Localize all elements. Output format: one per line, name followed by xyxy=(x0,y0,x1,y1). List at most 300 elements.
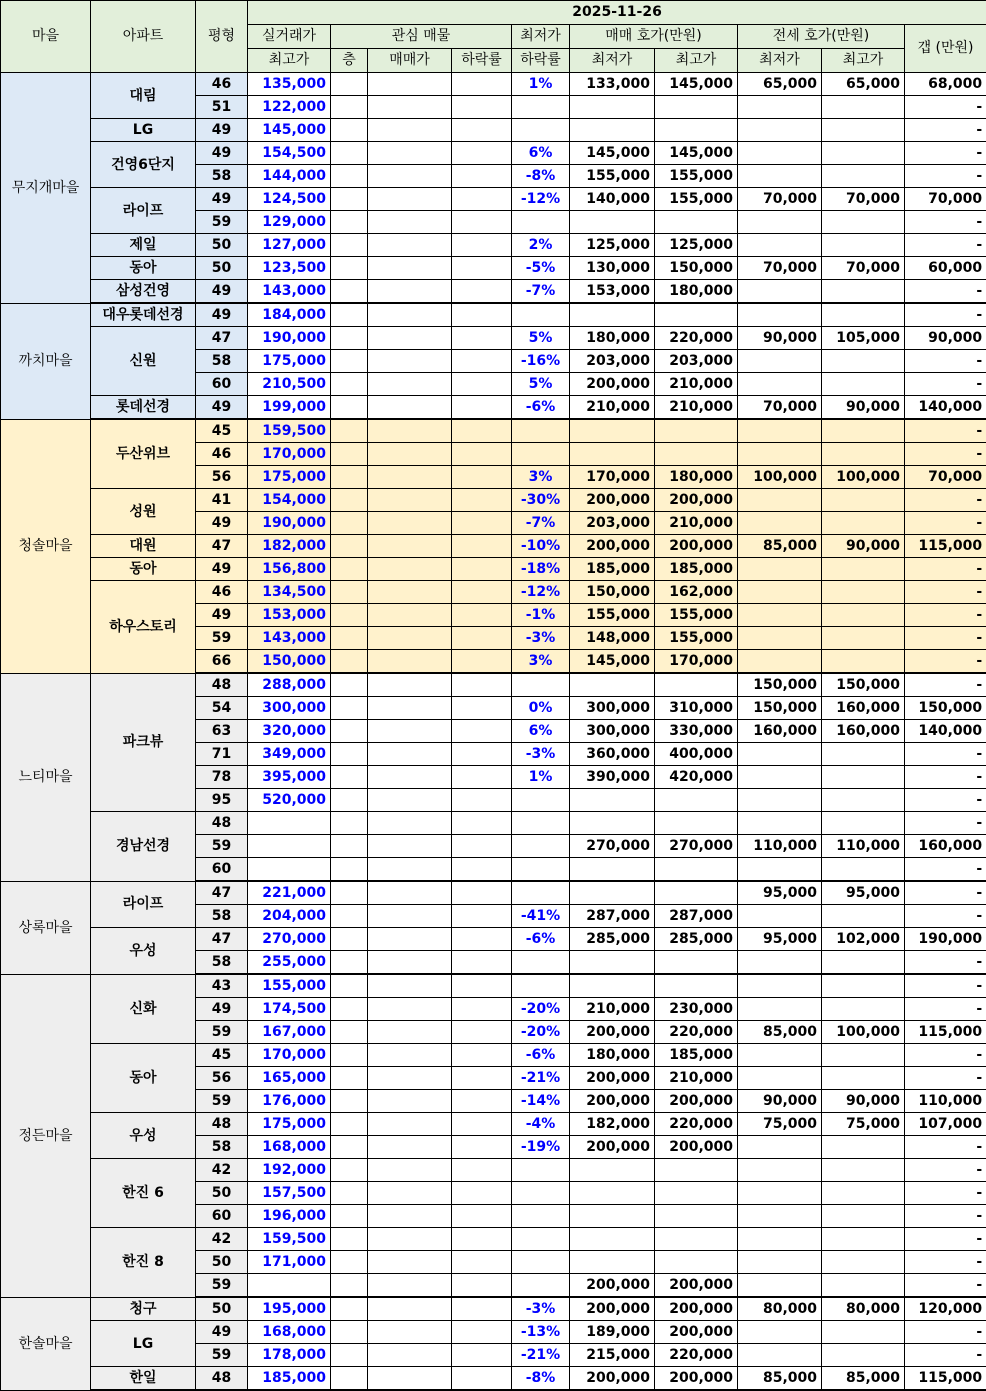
gap-cell: 70,000 xyxy=(905,466,986,489)
pyeong-cell: 48 xyxy=(196,1113,248,1136)
sale-min-cell xyxy=(570,1251,655,1274)
interest-price-cell xyxy=(368,512,452,535)
col-apartment: 아파트 xyxy=(91,1,196,73)
actual-deal-cell: 127,000 xyxy=(248,234,331,257)
interest-price-cell xyxy=(368,419,452,443)
col-pyeong: 평형 xyxy=(196,1,248,73)
gap-cell: - xyxy=(905,766,986,789)
interest-drop-cell xyxy=(452,881,512,905)
jeonse-max-cell xyxy=(822,1044,905,1067)
actual-deal-cell: 134,500 xyxy=(248,581,331,604)
sale-max-cell xyxy=(655,1205,738,1228)
table-row xyxy=(1,280,986,304)
actual-deal-cell: 255,000 xyxy=(248,951,331,975)
interest-price-cell xyxy=(368,1251,452,1274)
interest-drop-cell xyxy=(452,165,512,188)
village-cell: 까치마을 xyxy=(1,303,91,419)
drop-rate-cell: -8% xyxy=(512,165,570,188)
jeonse-min-cell xyxy=(738,1251,822,1274)
jeonse-max-cell xyxy=(822,303,905,327)
actual-deal-cell: 165,000 xyxy=(248,1067,331,1090)
interest-drop-cell xyxy=(452,558,512,581)
jeonse-min-cell xyxy=(738,142,822,165)
interest-price-cell xyxy=(368,373,452,396)
sale-max-cell: 145,000 xyxy=(655,73,738,96)
sale-max-cell: 155,000 xyxy=(655,165,738,188)
interest-floor-cell xyxy=(331,998,368,1021)
jeonse-max-cell: 160,000 xyxy=(822,697,905,720)
jeonse-min-cell xyxy=(738,96,822,119)
pyeong-cell: 42 xyxy=(196,1228,248,1251)
drop-rate-cell: -3% xyxy=(512,1297,570,1321)
gap-cell: - xyxy=(905,443,986,466)
jeonse-min-cell xyxy=(738,165,822,188)
jeonse-min-cell xyxy=(738,604,822,627)
actual-deal-cell: 175,000 xyxy=(248,466,331,489)
drop-rate-cell: -20% xyxy=(512,1021,570,1044)
jeonse-min-cell xyxy=(738,627,822,650)
interest-price-cell xyxy=(368,581,452,604)
table-row xyxy=(1,489,986,512)
interest-floor-cell xyxy=(331,905,368,928)
pyeong-cell: 50 xyxy=(196,1297,248,1321)
jeonse-max-cell xyxy=(822,743,905,766)
pyeong-cell: 54 xyxy=(196,697,248,720)
sale-min-cell: 148,000 xyxy=(570,627,655,650)
gap-cell: - xyxy=(905,1274,986,1298)
sale-min-cell xyxy=(570,812,655,835)
jeonse-max-cell xyxy=(822,1067,905,1090)
sale-max-cell: 210,000 xyxy=(655,512,738,535)
interest-price-cell xyxy=(368,466,452,489)
interest-floor-cell xyxy=(331,1367,368,1391)
gap-cell: - xyxy=(905,373,986,396)
sale-max-cell: 162,000 xyxy=(655,581,738,604)
village-cell: 정든마을 xyxy=(1,974,91,1297)
table-row xyxy=(1,1297,986,1321)
interest-drop-cell xyxy=(452,1321,512,1344)
date-header: 2025-11-26 xyxy=(248,1,986,25)
table-row xyxy=(1,1321,986,1344)
interest-floor-cell xyxy=(331,766,368,789)
drop-rate-cell: -4% xyxy=(512,1113,570,1136)
interest-price-cell xyxy=(368,720,452,743)
sale-max-cell xyxy=(655,881,738,905)
interest-floor-cell xyxy=(331,1021,368,1044)
pyeong-cell: 51 xyxy=(196,96,248,119)
sale-min-cell: 180,000 xyxy=(570,1044,655,1067)
gap-cell: - xyxy=(905,489,986,512)
interest-drop-cell xyxy=(452,73,512,96)
drop-rate-cell: -10% xyxy=(512,535,570,558)
drop-rate-cell: -5% xyxy=(512,257,570,280)
gap-cell: - xyxy=(905,1251,986,1274)
table-body xyxy=(1,73,986,1391)
interest-floor-cell xyxy=(331,697,368,720)
interest-floor-cell xyxy=(331,650,368,674)
pyeong-cell: 47 xyxy=(196,881,248,905)
interest-price-cell xyxy=(368,627,452,650)
jeonse-max-cell xyxy=(822,858,905,882)
col-jeonse-ask: 전세 호가(만원) xyxy=(738,25,905,49)
interest-floor-cell xyxy=(331,257,368,280)
gap-cell: - xyxy=(905,303,986,327)
jeonse-max-cell xyxy=(822,119,905,142)
col-low-drop: 하락률 xyxy=(512,49,570,73)
jeonse-max-cell xyxy=(822,650,905,674)
drop-rate-cell xyxy=(512,881,570,905)
interest-floor-cell xyxy=(331,142,368,165)
actual-deal-cell: 182,000 xyxy=(248,535,331,558)
gap-cell: - xyxy=(905,1321,986,1344)
interest-drop-cell xyxy=(452,1297,512,1321)
drop-rate-cell xyxy=(512,303,570,327)
actual-deal-cell: 123,500 xyxy=(248,257,331,280)
drop-rate-cell: 1% xyxy=(512,766,570,789)
jeonse-max-cell xyxy=(822,419,905,443)
sale-min-cell xyxy=(570,881,655,905)
interest-floor-cell xyxy=(331,1090,368,1113)
gap-cell: 115,000 xyxy=(905,1021,986,1044)
actual-deal-cell: 210,500 xyxy=(248,373,331,396)
jeonse-max-cell xyxy=(822,96,905,119)
gap-cell: - xyxy=(905,350,986,373)
jeonse-min-cell xyxy=(738,743,822,766)
gap-cell: - xyxy=(905,1182,986,1205)
jeonse-min-cell xyxy=(738,489,822,512)
jeonse-min-cell xyxy=(738,581,822,604)
drop-rate-cell: -3% xyxy=(512,743,570,766)
col-sale-min: 최저가 xyxy=(570,49,655,73)
actual-deal-cell: 156,800 xyxy=(248,558,331,581)
interest-drop-cell xyxy=(452,720,512,743)
sale-max-cell: 270,000 xyxy=(655,835,738,858)
jeonse-min-cell xyxy=(738,443,822,466)
drop-rate-cell xyxy=(512,1159,570,1182)
pyeong-cell: 41 xyxy=(196,489,248,512)
pyeong-cell: 50 xyxy=(196,1251,248,1274)
table-row xyxy=(1,1228,986,1251)
pyeong-cell: 49 xyxy=(196,558,248,581)
gap-cell: 70,000 xyxy=(905,188,986,211)
col-village: 마을 xyxy=(1,1,91,73)
sale-max-cell xyxy=(655,812,738,835)
actual-deal-cell: 170,000 xyxy=(248,443,331,466)
gap-cell: - xyxy=(905,858,986,882)
gap-cell: - xyxy=(905,1205,986,1228)
sale-min-cell: 300,000 xyxy=(570,697,655,720)
gap-cell: - xyxy=(905,951,986,975)
gap-cell: 140,000 xyxy=(905,396,986,420)
actual-deal-cell: 184,000 xyxy=(248,303,331,327)
table-row xyxy=(1,812,986,835)
actual-deal-cell: 288,000 xyxy=(248,673,331,697)
pyeong-cell: 56 xyxy=(196,466,248,489)
pyeong-cell: 60 xyxy=(196,858,248,882)
actual-deal-cell: 171,000 xyxy=(248,1251,331,1274)
drop-rate-cell: -41% xyxy=(512,905,570,928)
actual-deal-cell: 196,000 xyxy=(248,1205,331,1228)
jeonse-max-cell xyxy=(822,512,905,535)
table-row xyxy=(1,396,986,420)
apartment-cell: 우성 xyxy=(91,1113,196,1159)
drop-rate-cell: 0% xyxy=(512,697,570,720)
sale-max-cell: 200,000 xyxy=(655,1090,738,1113)
apartment-cell: 파크뷰 xyxy=(91,673,196,812)
actual-deal-cell: 175,000 xyxy=(248,1113,331,1136)
village-cell: 무지개마을 xyxy=(1,73,91,304)
pyeong-cell: 46 xyxy=(196,581,248,604)
drop-rate-cell xyxy=(512,1205,570,1228)
jeonse-max-cell xyxy=(822,812,905,835)
pyeong-cell: 49 xyxy=(196,142,248,165)
actual-deal-cell: 190,000 xyxy=(248,327,331,350)
pyeong-cell: 59 xyxy=(196,1090,248,1113)
col-interest-floor: 층 xyxy=(331,49,368,73)
pyeong-cell: 63 xyxy=(196,720,248,743)
jeonse-max-cell xyxy=(822,1136,905,1159)
interest-drop-cell xyxy=(452,1136,512,1159)
sale-max-cell: 220,000 xyxy=(655,1344,738,1367)
jeonse-min-cell xyxy=(738,812,822,835)
pyeong-cell: 47 xyxy=(196,535,248,558)
interest-floor-cell xyxy=(331,165,368,188)
gap-cell: 110,000 xyxy=(905,1090,986,1113)
jeonse-max-cell: 100,000 xyxy=(822,466,905,489)
actual-deal-cell: 129,000 xyxy=(248,211,331,234)
table-row xyxy=(1,928,986,951)
gap-cell: - xyxy=(905,96,986,119)
interest-price-cell xyxy=(368,1274,452,1298)
drop-rate-cell: -20% xyxy=(512,998,570,1021)
interest-price-cell xyxy=(368,835,452,858)
interest-floor-cell xyxy=(331,535,368,558)
interest-price-cell xyxy=(368,1367,452,1391)
gap-cell: 160,000 xyxy=(905,835,986,858)
actual-deal-cell: 124,500 xyxy=(248,188,331,211)
drop-rate-cell: -7% xyxy=(512,512,570,535)
drop-rate-cell xyxy=(512,443,570,466)
pyeong-cell: 49 xyxy=(196,396,248,420)
jeonse-min-cell xyxy=(738,1274,822,1298)
actual-deal-cell: 144,000 xyxy=(248,165,331,188)
interest-price-cell xyxy=(368,743,452,766)
pyeong-cell: 48 xyxy=(196,673,248,697)
apartment-cell: 동아 xyxy=(91,1044,196,1113)
interest-drop-cell xyxy=(452,650,512,674)
actual-deal-cell: 159,500 xyxy=(248,419,331,443)
sale-max-cell: 155,000 xyxy=(655,627,738,650)
drop-rate-cell xyxy=(512,1228,570,1251)
drop-rate-cell: 1% xyxy=(512,73,570,96)
actual-deal-cell: 157,500 xyxy=(248,1182,331,1205)
interest-drop-cell xyxy=(452,928,512,951)
interest-price-cell xyxy=(368,350,452,373)
apartment-cell: 한진 8 xyxy=(91,1228,196,1298)
jeonse-max-cell: 70,000 xyxy=(822,188,905,211)
actual-deal-cell: 175,000 xyxy=(248,350,331,373)
table-row xyxy=(1,119,986,142)
pyeong-cell: 46 xyxy=(196,443,248,466)
col-interest-price: 매매가 xyxy=(368,49,452,73)
pyeong-cell: 47 xyxy=(196,928,248,951)
actual-deal-cell: 185,000 xyxy=(248,1367,331,1391)
interest-floor-cell xyxy=(331,1067,368,1090)
interest-floor-cell xyxy=(331,789,368,812)
apartment-cell: LG xyxy=(91,119,196,142)
pyeong-cell: 49 xyxy=(196,280,248,304)
interest-drop-cell xyxy=(452,303,512,327)
interest-floor-cell xyxy=(331,951,368,975)
interest-floor-cell xyxy=(331,673,368,697)
jeonse-min-cell: 160,000 xyxy=(738,720,822,743)
interest-drop-cell xyxy=(452,951,512,975)
table-row xyxy=(1,1044,986,1067)
sale-min-cell: 145,000 xyxy=(570,142,655,165)
interest-drop-cell xyxy=(452,974,512,998)
sale-max-cell: 220,000 xyxy=(655,1113,738,1136)
sale-min-cell xyxy=(570,303,655,327)
interest-drop-cell xyxy=(452,1344,512,1367)
apartment-cell: 라이프 xyxy=(91,881,196,928)
jeonse-max-cell: 85,000 xyxy=(822,1367,905,1391)
apartment-cell: 대림 xyxy=(91,73,196,119)
jeonse-max-cell xyxy=(822,1321,905,1344)
drop-rate-cell: -30% xyxy=(512,489,570,512)
sale-max-cell: 155,000 xyxy=(655,188,738,211)
apartment-cell: 성원 xyxy=(91,489,196,535)
gap-cell: 120,000 xyxy=(905,1297,986,1321)
sale-max-cell xyxy=(655,419,738,443)
interest-drop-cell xyxy=(452,998,512,1021)
jeonse-max-cell xyxy=(822,373,905,396)
pyeong-cell: 78 xyxy=(196,766,248,789)
interest-floor-cell xyxy=(331,1344,368,1367)
col-interest-drop: 하락률 xyxy=(452,49,512,73)
sale-min-cell: 200,000 xyxy=(570,1090,655,1113)
interest-floor-cell xyxy=(331,928,368,951)
apartment-cell: 대우롯데선경 xyxy=(91,303,196,327)
interest-price-cell xyxy=(368,558,452,581)
interest-price-cell xyxy=(368,327,452,350)
pyeong-cell: 58 xyxy=(196,951,248,975)
jeonse-min-cell: 150,000 xyxy=(738,697,822,720)
gap-cell: - xyxy=(905,234,986,257)
sale-min-cell: 150,000 xyxy=(570,581,655,604)
interest-drop-cell xyxy=(452,1159,512,1182)
table-row xyxy=(1,142,986,165)
apartment-cell: LG xyxy=(91,1321,196,1367)
drop-rate-cell xyxy=(512,1182,570,1205)
interest-price-cell xyxy=(368,881,452,905)
sale-max-cell xyxy=(655,789,738,812)
sale-max-cell xyxy=(655,673,738,697)
table-row xyxy=(1,257,986,280)
interest-floor-cell xyxy=(331,558,368,581)
interest-floor-cell xyxy=(331,835,368,858)
actual-deal-cell xyxy=(248,858,331,882)
interest-floor-cell xyxy=(331,1136,368,1159)
interest-price-cell xyxy=(368,812,452,835)
table-row xyxy=(1,581,986,604)
drop-rate-cell: -7% xyxy=(512,280,570,304)
sale-min-cell: 200,000 xyxy=(570,1021,655,1044)
interest-floor-cell xyxy=(331,373,368,396)
jeonse-min-cell xyxy=(738,119,822,142)
gap-cell: - xyxy=(905,974,986,998)
sale-min-cell xyxy=(570,1182,655,1205)
interest-drop-cell xyxy=(452,766,512,789)
drop-rate-cell xyxy=(512,812,570,835)
actual-deal-cell xyxy=(248,812,331,835)
jeonse-min-cell xyxy=(738,974,822,998)
apartment-cell: 대원 xyxy=(91,535,196,558)
pyeong-cell: 49 xyxy=(196,1321,248,1344)
sale-min-cell: 185,000 xyxy=(570,558,655,581)
sale-max-cell: 125,000 xyxy=(655,234,738,257)
pyeong-cell: 59 xyxy=(196,1274,248,1298)
village-cell: 한솔마을 xyxy=(1,1297,91,1390)
gap-cell: - xyxy=(905,789,986,812)
interest-floor-cell xyxy=(331,443,368,466)
interest-price-cell xyxy=(368,650,452,674)
actual-deal-cell: 176,000 xyxy=(248,1090,331,1113)
drop-rate-cell: 3% xyxy=(512,650,570,674)
jeonse-min-cell: 85,000 xyxy=(738,1021,822,1044)
interest-floor-cell xyxy=(331,234,368,257)
interest-floor-cell xyxy=(331,96,368,119)
drop-rate-cell xyxy=(512,951,570,975)
interest-drop-cell xyxy=(452,627,512,650)
interest-floor-cell xyxy=(331,350,368,373)
jeonse-max-cell xyxy=(822,211,905,234)
actual-deal-cell: 190,000 xyxy=(248,512,331,535)
interest-drop-cell xyxy=(452,835,512,858)
gap-cell: 190,000 xyxy=(905,928,986,951)
table-row xyxy=(1,303,986,327)
sale-max-cell: 200,000 xyxy=(655,1297,738,1321)
sale-max-cell: 210,000 xyxy=(655,1067,738,1090)
jeonse-max-cell xyxy=(822,604,905,627)
interest-floor-cell xyxy=(331,1182,368,1205)
table-row xyxy=(1,327,986,350)
sale-min-cell xyxy=(570,443,655,466)
table-row xyxy=(1,535,986,558)
interest-floor-cell xyxy=(331,211,368,234)
jeonse-min-cell xyxy=(738,373,822,396)
drop-rate-cell xyxy=(512,789,570,812)
sale-min-cell: 145,000 xyxy=(570,650,655,674)
drop-rate-cell: 5% xyxy=(512,373,570,396)
sale-max-cell: 203,000 xyxy=(655,350,738,373)
col-jeonse-max: 최고가 xyxy=(822,49,905,73)
sale-max-cell: 150,000 xyxy=(655,257,738,280)
interest-drop-cell xyxy=(452,443,512,466)
jeonse-max-cell: 102,000 xyxy=(822,928,905,951)
interest-floor-cell xyxy=(331,604,368,627)
col-gap: 갭 (만원) xyxy=(905,25,986,73)
actual-deal-cell: 520,000 xyxy=(248,789,331,812)
interest-price-cell xyxy=(368,1344,452,1367)
interest-drop-cell xyxy=(452,697,512,720)
sale-min-cell: 189,000 xyxy=(570,1321,655,1344)
jeonse-min-cell: 95,000 xyxy=(738,881,822,905)
sale-min-cell: 200,000 xyxy=(570,535,655,558)
interest-floor-cell xyxy=(331,743,368,766)
jeonse-max-cell: 65,000 xyxy=(822,73,905,96)
gap-cell: - xyxy=(905,743,986,766)
pyeong-cell: 59 xyxy=(196,211,248,234)
